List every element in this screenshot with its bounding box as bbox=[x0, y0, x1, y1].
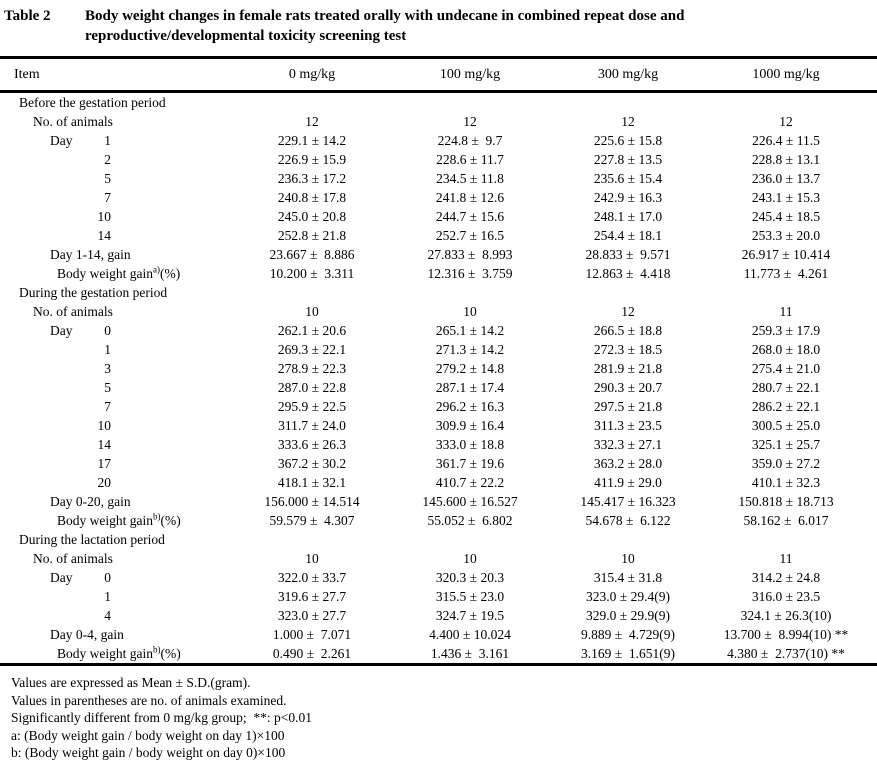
data-cell: 297.5 ± 21.8 bbox=[593, 399, 663, 414]
table-row bbox=[0, 188, 877, 207]
data-cell: 13.700 ± 8.994(10) ** bbox=[723, 627, 849, 642]
data-cell: 359.0 ± 27.2 bbox=[751, 456, 821, 471]
data-cell: 245.0 ± 20.8 bbox=[277, 209, 347, 224]
data-cell: 241.8 ± 12.6 bbox=[435, 190, 505, 205]
day-number: 4 bbox=[104, 608, 111, 623]
data-cell: 225.6 ± 15.8 bbox=[593, 133, 663, 148]
row-label bbox=[3, 568, 233, 587]
row-label-text: Body weight gain$^{b)}$(%) bbox=[57, 511, 181, 528]
row-label-text: Body weight gain$^{b)}$(%) bbox=[57, 644, 181, 661]
table-row bbox=[0, 150, 877, 169]
row-label bbox=[3, 188, 233, 207]
data-cell: 12 bbox=[779, 114, 793, 129]
data-cell: 287.0 ± 22.8 bbox=[277, 380, 347, 395]
column-header-item: Item bbox=[14, 66, 40, 82]
day-number: 10 bbox=[97, 209, 111, 224]
data-cell: 229.1 ± 14.2 bbox=[277, 133, 347, 148]
table-row bbox=[0, 549, 877, 568]
data-cell: 10 bbox=[305, 551, 319, 566]
data-cell: 145.417 ± 16.323 bbox=[580, 494, 676, 509]
data-cell: 224.8 ± 9.7 bbox=[437, 133, 503, 148]
data-cell: 12 bbox=[621, 114, 635, 129]
caption-label: Table 2 bbox=[4, 8, 51, 24]
footnotes bbox=[0, 666, 877, 762]
table-row bbox=[0, 397, 877, 416]
data-cell: 23.667 ± 8.886 bbox=[269, 247, 355, 262]
day-number: 0 bbox=[104, 570, 111, 585]
row-label bbox=[3, 378, 233, 397]
table-body bbox=[0, 93, 877, 663]
data-cell: 11 bbox=[779, 551, 793, 566]
section-title: During the lactation period bbox=[19, 532, 165, 547]
data-cell: 309.9 ± 16.4 bbox=[435, 418, 505, 433]
day-number: 1 bbox=[104, 342, 111, 357]
data-cell: 286.2 ± 22.1 bbox=[751, 399, 821, 414]
day-number: 14 bbox=[97, 437, 111, 452]
data-cell: 325.1 ± 25.7 bbox=[751, 437, 821, 452]
footnote-marker: b) bbox=[153, 644, 161, 655]
data-cell: 1.436 ± 3.161 bbox=[430, 646, 510, 661]
table-caption bbox=[0, 0, 877, 46]
footnote: a: (Body weight gain / body weight on day 1)×100 bbox=[11, 727, 285, 743]
data-cell: 324.1 ± 26.3(10) bbox=[740, 608, 832, 623]
table-row bbox=[0, 454, 877, 473]
data-cell: 295.9 ± 22.5 bbox=[277, 399, 347, 414]
data-cell: 243.1 ± 15.3 bbox=[751, 190, 821, 205]
data-cell: 156.000 ± 14.514 bbox=[264, 494, 360, 509]
data-cell: 332.3 ± 27.1 bbox=[593, 437, 663, 452]
row-label bbox=[3, 397, 233, 416]
row-label bbox=[3, 587, 233, 606]
row-label bbox=[3, 492, 233, 511]
data-cell: 244.7 ± 15.6 bbox=[435, 209, 505, 224]
data-cell: 228.8 ± 13.1 bbox=[751, 152, 821, 167]
data-cell: 281.9 ± 21.8 bbox=[593, 361, 663, 376]
row-label-text: Day 0-20, gain bbox=[50, 494, 131, 509]
data-cell: 287.1 ± 17.4 bbox=[435, 380, 505, 395]
data-cell: 12.863 ± 4.418 bbox=[585, 266, 671, 281]
footnote: Values in parentheses are no. of animals examined. bbox=[11, 692, 287, 708]
data-cell: 10 bbox=[305, 304, 319, 319]
table-row bbox=[0, 340, 877, 359]
data-cell: 333.0 ± 18.8 bbox=[435, 437, 505, 452]
data-cell: 242.9 ± 16.3 bbox=[593, 190, 663, 205]
table-row bbox=[0, 568, 877, 587]
row-label bbox=[3, 340, 233, 359]
row-label-text: Body weight gain$^{a)}$(%) bbox=[57, 264, 181, 281]
data-cell: 316.0 ± 23.5 bbox=[751, 589, 821, 604]
data-cell: 410.7 ± 22.2 bbox=[435, 475, 505, 490]
section-title: Before the gestation period bbox=[19, 95, 166, 110]
data-cell: 252.7 ± 16.5 bbox=[435, 228, 505, 243]
section-header-row bbox=[0, 530, 877, 549]
data-cell: 58.162 ± 6.017 bbox=[743, 513, 829, 528]
table-row bbox=[0, 416, 877, 435]
data-cell: 10 bbox=[463, 304, 477, 319]
data-cell: 4.380 ± 2.737(10) ** bbox=[727, 646, 845, 661]
table-row bbox=[0, 606, 877, 625]
caption-text: Body weight changes in female rats treated orally with undecane in combined repeat dose and reproductive/developmental toxicity screening test bbox=[85, 8, 685, 44]
data-cell: 290.3 ± 20.7 bbox=[593, 380, 663, 395]
day-number: 20 bbox=[97, 475, 111, 490]
data-cell: 55.052 ± 6.802 bbox=[427, 513, 513, 528]
day-number: 0 bbox=[104, 323, 111, 338]
row-label-text: Day 0-4, gain bbox=[50, 627, 124, 642]
data-cell: 11 bbox=[779, 304, 793, 319]
data-cell: 269.3 ± 22.1 bbox=[277, 342, 347, 357]
row-label bbox=[3, 169, 233, 188]
data-cell: 248.1 ± 17.0 bbox=[593, 209, 663, 224]
day-number: 7 bbox=[104, 190, 111, 205]
data-cell: 234.5 ± 11.8 bbox=[436, 171, 504, 186]
day-number: 5 bbox=[104, 380, 111, 395]
table-row bbox=[0, 207, 877, 226]
data-cell: 272.3 ± 18.5 bbox=[593, 342, 663, 357]
data-cell: 361.7 ± 19.6 bbox=[435, 456, 505, 471]
data-cell: 266.5 ± 18.8 bbox=[593, 323, 663, 338]
data-cell: 315.4 ± 31.8 bbox=[593, 570, 663, 585]
footnote: b: (Body weight gain / body weight on day 0)×100 bbox=[11, 745, 286, 760]
day-number: 7 bbox=[104, 399, 111, 414]
data-cell: 333.6 ± 26.3 bbox=[277, 437, 347, 452]
table-row bbox=[0, 169, 877, 188]
row-label bbox=[3, 359, 233, 378]
day-number: 10 bbox=[97, 418, 111, 433]
footnote: Values are expressed as Mean ± S.D.(gram). bbox=[11, 675, 251, 690]
data-cell: 12 bbox=[463, 114, 477, 129]
data-cell: 311.3 ± 23.5 bbox=[594, 418, 662, 433]
row-label-text: Day 1-14, gain bbox=[50, 247, 131, 262]
row-label bbox=[3, 150, 233, 169]
data-cell: 315.5 ± 23.0 bbox=[435, 589, 505, 604]
data-cell: 275.4 ± 21.0 bbox=[751, 361, 821, 376]
data-cell: 322.0 ± 33.7 bbox=[277, 570, 347, 585]
row-label bbox=[3, 264, 233, 283]
header-row bbox=[0, 59, 877, 90]
row-label bbox=[3, 226, 233, 245]
data-cell: 0.490 ± 2.261 bbox=[272, 646, 352, 661]
data-cell: 9.889 ± 4.729(9) bbox=[580, 627, 676, 642]
data-cell: 271.3 ± 14.2 bbox=[435, 342, 505, 357]
data-cell: 329.0 ± 29.9(9) bbox=[586, 608, 670, 623]
table-row bbox=[0, 378, 877, 397]
row-label bbox=[3, 435, 233, 454]
row-label bbox=[3, 245, 233, 264]
data-cell: 363.2 ± 28.0 bbox=[593, 456, 663, 471]
row-label-text: No. of animals bbox=[33, 114, 113, 129]
data-cell: 235.6 ± 15.4 bbox=[593, 171, 663, 186]
data-cell: 311.7 ± 24.0 bbox=[278, 418, 346, 433]
row-label bbox=[3, 207, 233, 226]
day-number: 2 bbox=[104, 152, 111, 167]
data-cell: 253.3 ± 20.0 bbox=[751, 228, 821, 243]
data-cell: 26.917 ± 10.414 bbox=[741, 247, 831, 262]
data-cell: 262.1 ± 20.6 bbox=[277, 323, 347, 338]
row-label bbox=[3, 302, 233, 321]
data-cell: 418.1 ± 32.1 bbox=[277, 475, 347, 490]
table-row bbox=[0, 625, 877, 644]
data-cell: 259.3 ± 17.9 bbox=[751, 323, 821, 338]
row-label bbox=[3, 321, 233, 340]
day-number: 1 bbox=[104, 133, 111, 148]
table-row bbox=[0, 473, 877, 492]
row-label bbox=[3, 644, 233, 663]
day-prefix-label: Day bbox=[50, 323, 73, 338]
data-cell: 27.833 ± 8.993 bbox=[427, 247, 513, 262]
data-cell: 236.3 ± 17.2 bbox=[277, 171, 347, 186]
section-header-row bbox=[0, 93, 877, 112]
data-cell: 10.200 ± 3.311 bbox=[269, 266, 355, 281]
data-cell: 300.5 ± 25.0 bbox=[751, 418, 821, 433]
day-number: 17 bbox=[97, 456, 111, 471]
table-row bbox=[0, 492, 877, 511]
row-label-text: No. of animals bbox=[33, 551, 113, 566]
column-header-dose-3: 1000 mg/kg bbox=[752, 66, 820, 82]
data-cell: 411.9 ± 29.0 bbox=[594, 475, 662, 490]
table-row bbox=[0, 112, 877, 131]
data-cell: 4.400 ± 10.024 bbox=[429, 627, 511, 642]
data-cell: 278.9 ± 22.3 bbox=[277, 361, 347, 376]
data-cell: 12 bbox=[621, 304, 635, 319]
footnote-marker: b) bbox=[153, 511, 161, 522]
data-cell: 367.2 ± 30.2 bbox=[277, 456, 347, 471]
column-header-dose-1: 100 mg/kg bbox=[439, 66, 501, 82]
data-cell: 314.2 ± 24.8 bbox=[751, 570, 821, 585]
data-cell: 280.7 ± 22.1 bbox=[751, 380, 821, 395]
data-cell: 254.4 ± 18.1 bbox=[593, 228, 663, 243]
data-cell: 11.773 ± 4.261 bbox=[743, 266, 829, 281]
table-row bbox=[0, 435, 877, 454]
data-cell: 265.1 ± 14.2 bbox=[435, 323, 505, 338]
table-row bbox=[0, 587, 877, 606]
data-cell: 268.0 ± 18.0 bbox=[751, 342, 821, 357]
data-cell: 150.818 ± 18.713 bbox=[738, 494, 834, 509]
row-label bbox=[3, 473, 233, 492]
data-cell: 279.2 ± 14.8 bbox=[435, 361, 505, 376]
data-cell: 226.4 ± 11.5 bbox=[752, 133, 820, 148]
row-label bbox=[3, 454, 233, 473]
table-row bbox=[0, 511, 877, 530]
table-row bbox=[0, 321, 877, 340]
data-cell: 320.3 ± 20.3 bbox=[435, 570, 505, 585]
data-cell: 252.8 ± 21.8 bbox=[277, 228, 347, 243]
row-label-text: No. of animals bbox=[33, 304, 113, 319]
row-label bbox=[3, 625, 233, 644]
column-header-dose-2: 300 mg/kg bbox=[597, 66, 659, 82]
row-label bbox=[3, 549, 233, 568]
column-header-dose-0: 0 mg/kg bbox=[288, 66, 336, 82]
table-row bbox=[0, 131, 877, 150]
data-cell: 145.600 ± 16.527 bbox=[422, 494, 518, 509]
day-number: 14 bbox=[97, 228, 111, 243]
data-cell: 10 bbox=[463, 551, 477, 566]
row-label bbox=[3, 511, 233, 530]
data-cell: 228.6 ± 11.7 bbox=[436, 152, 504, 167]
data-cell: 59.579 ± 4.307 bbox=[269, 513, 355, 528]
footnote-marker: a) bbox=[153, 264, 160, 275]
table-row bbox=[0, 264, 877, 283]
data-cell: 410.1 ± 32.3 bbox=[751, 475, 821, 490]
row-label bbox=[3, 416, 233, 435]
table-row bbox=[0, 226, 877, 245]
row-label bbox=[3, 131, 233, 150]
data-cell: 12 bbox=[305, 114, 319, 129]
table-row bbox=[0, 644, 877, 663]
data-cell: 226.9 ± 15.9 bbox=[277, 152, 347, 167]
table-row bbox=[0, 245, 877, 264]
day-prefix-label: Day bbox=[50, 133, 73, 148]
row-label bbox=[3, 606, 233, 625]
section-header-row bbox=[0, 283, 877, 302]
data-cell: 296.2 ± 16.3 bbox=[435, 399, 505, 414]
data-cell: 319.6 ± 27.7 bbox=[277, 589, 347, 604]
data-cell: 236.0 ± 13.7 bbox=[751, 171, 821, 186]
data-cell: 240.8 ± 17.8 bbox=[277, 190, 347, 205]
data-cell: 245.4 ± 18.5 bbox=[751, 209, 821, 224]
data-cell: 54.678 ± 6.122 bbox=[585, 513, 671, 528]
day-number: 1 bbox=[104, 589, 111, 604]
data-cell: 227.8 ± 13.5 bbox=[593, 152, 663, 167]
footnote: Significantly different from 0 mg/kg group; **: p<0.01 bbox=[11, 710, 312, 725]
day-prefix-label: Day bbox=[50, 570, 73, 585]
data-cell: 12.316 ± 3.759 bbox=[427, 266, 513, 281]
row-label bbox=[3, 112, 233, 131]
section-title: During the gestation period bbox=[19, 285, 168, 300]
data-cell: 324.7 ± 19.5 bbox=[435, 608, 505, 623]
data-cell: 1.000 ± 7.071 bbox=[272, 627, 352, 642]
day-number: 5 bbox=[104, 171, 111, 186]
data-cell: 323.0 ± 29.4(9) bbox=[586, 589, 670, 604]
data-cell: 323.0 ± 27.7 bbox=[277, 608, 347, 623]
data-cell: 10 bbox=[621, 551, 635, 566]
day-number: 3 bbox=[104, 361, 111, 376]
data-cell: 28.833 ± 9.571 bbox=[585, 247, 671, 262]
table-row bbox=[0, 359, 877, 378]
table-row bbox=[0, 302, 877, 321]
data-cell: 3.169 ± 1.651(9) bbox=[580, 646, 676, 661]
